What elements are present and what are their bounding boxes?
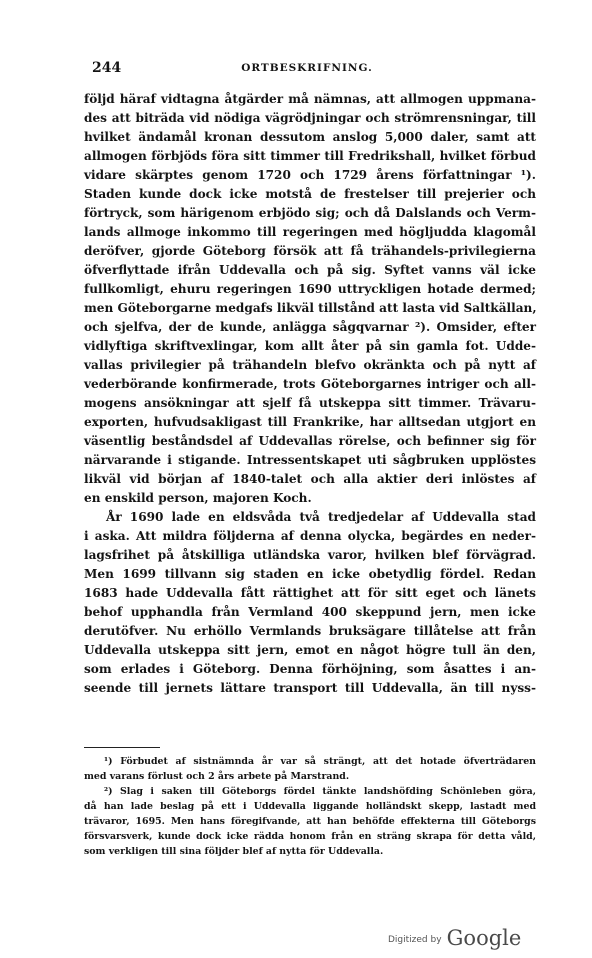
google-logo: Google xyxy=(446,926,522,950)
text-line: Men 1699 tillvann sig staden en icke obetydlig fördel. Redan xyxy=(84,567,536,581)
watermark-prefix: Digitized by xyxy=(388,935,442,945)
text-line: väsentlig beståndsdel af Uddevallas rörelse, och befinner sig för xyxy=(84,434,536,448)
text-line: vederbörande konfirmerade, trots Göteborgarnes intriger och all- xyxy=(84,377,536,391)
text-line: allmogen förbjöds föra sitt timmer till Fredrikshall, hvilket förbud xyxy=(84,149,536,163)
text-line: lands allmoge inkommo till regeringen med högljudda klagomål xyxy=(84,225,536,239)
text-line: 1683 hade Uddevalla fått rättighet att för sitt eget och länets xyxy=(84,586,536,600)
text-line: öfverflyttade ifrån Uddevalla och på sig. Syftet vanns väl icke xyxy=(84,263,536,277)
footnote-divider xyxy=(84,747,160,748)
text-line: mogens ansökningar att sjelf få utskeppa sitt timmer. Trävaru- xyxy=(84,396,536,410)
text-line: derutöfver. Nu erhöllo Vermlands bruksägare tillåtelse att från xyxy=(84,624,536,638)
text-line: des att biträda vid nödiga vägrödjningar och strömrensningar, till xyxy=(84,111,536,125)
text-line: vidlyftiga skriftvexlingar, kom allt åter på sin gamla fot. Udde- xyxy=(84,339,536,353)
paragraph-start-line: År 1690 lade en eldsvåda två tredjedelar af Uddevalla stad xyxy=(106,510,536,524)
footnote-1-line: med varans förlust och 2 års arbete på Marstrand. xyxy=(84,771,350,782)
text-line: seende till jernets lättare transport till Uddevalla, än till nyss- xyxy=(84,681,536,695)
running-title: ORTBESKRIFNING. xyxy=(241,62,373,74)
text-line: Staden kunde dock icke motstå de frestelser till prejerier och xyxy=(84,187,536,201)
text-line: följd häraf vidtagna åtgärder må nämnas, att allmogen uppmana- xyxy=(84,92,536,106)
digitized-by-watermark xyxy=(388,926,521,950)
footnote-2-line: trävaror, 1695. Men hans föregifvande, att han behöfde effekterna till Göteborgs xyxy=(84,816,536,827)
text-line: vallas privilegier på trähandeln blefvo okränkta och på nytt af xyxy=(84,358,536,372)
text-line: exporten, hufvudsakligast till Frankrike, har alltsedan utgjort en xyxy=(84,415,536,429)
text-line: deröfver, gjorde Göteborg försök att få trähandels-privilegierna xyxy=(84,244,536,258)
footnote-2-line: då han lade beslag på ett i Uddevalla liggande holländskt skepp, lastadt med xyxy=(84,801,536,812)
footnote-2-line: försvarsverk, kunde dock icke rädda honom från en sträng skrapa för detta våld, xyxy=(84,831,536,842)
footnote-2-line: som verkligen till sina följder blef af nytta för Uddevalla. xyxy=(84,846,384,857)
text-line: och sjelfva, der de kunde, anlägga sågqvarnar ²). Omsider, efter xyxy=(84,320,536,334)
text-line: Uddevalla utskeppa sitt jern, emot en något högre tull än den, xyxy=(84,643,536,657)
footnotes xyxy=(84,754,536,859)
text-line: hvilket ändamål kronan dessutom anslog 5,000 daler, samt att xyxy=(84,130,536,144)
footnote-2-line: ²) Slag i saken till Göteborgs fördel tänkte landshöfding Schönleben göra, xyxy=(104,786,536,797)
text-line: likväl vid början af 1840-talet och alla aktier deri inlöstes af xyxy=(84,472,536,486)
text-line: vidare skärptes genom 1720 och 1729 årens författningar ¹). xyxy=(84,168,536,182)
text-line: men Göteborgarne medgafs likväl tillstånd att lasta vid Saltkällan, xyxy=(84,301,537,315)
text-line: fullkomligt, ehuru regeringen 1690 uttryckligen hotade dermed; xyxy=(84,282,536,296)
text-line: i aska. Att mildra följderna af denna olycka, begärdes en neder- xyxy=(84,529,536,543)
body-text xyxy=(84,90,536,698)
text-line: närvarande i stigande. Intressentskapet uti sågbruken upplöstes xyxy=(84,453,536,467)
text-line: förtryck, som härigenom erbjödo sig; och då Dalslands och Verm- xyxy=(84,206,536,220)
page-header xyxy=(92,60,522,80)
page-number: 244 xyxy=(92,60,122,76)
footnote-1-line: ¹) Förbudet af sistnämnda år var så strängt, att det hotade öfverträdaren xyxy=(104,756,536,767)
text-line: lagsfrihet på åtskilliga utländska varor, hvilken blef förvägrad. xyxy=(84,548,536,562)
text-line: behof upphandla från Vermland 400 skeppund jern, men icke xyxy=(84,605,536,619)
text-line: som erlades i Göteborg. Denna förhöjning, som åsattes i an- xyxy=(84,662,536,676)
text-line: en enskild person, majoren Koch. xyxy=(84,491,312,505)
